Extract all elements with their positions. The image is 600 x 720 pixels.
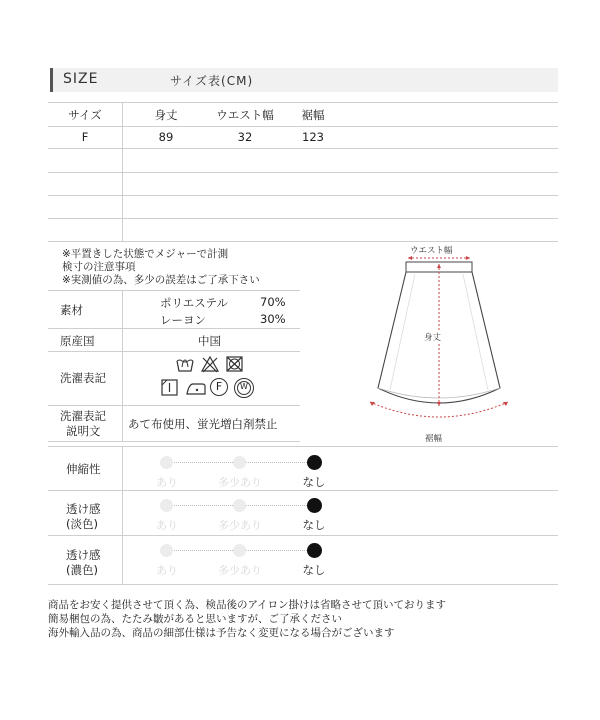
material-name: レーヨン: [160, 313, 206, 327]
scale-selected-dot: [307, 543, 322, 558]
scale-option-label-selected: なし: [302, 475, 326, 489]
scale-option-label: 多少あり: [218, 519, 262, 532]
scale-option-dot: [233, 456, 246, 469]
scale-option-label: あり: [156, 519, 178, 532]
diagram-hem-label: 裾幅: [425, 434, 443, 444]
wash-note-label-line2: 説明文: [66, 424, 101, 438]
sheer-light-label: 透け感: [66, 502, 101, 516]
sheer-light-sublabel: (淡色): [66, 517, 98, 531]
stretch-label: 伸縮性: [66, 462, 101, 476]
col-header-length: 身丈: [154, 108, 178, 122]
scale-option-dot: [160, 456, 173, 469]
details-table: [48, 290, 300, 442]
line-dry-shade-icon: [160, 378, 180, 398]
material-percent: 30%: [260, 312, 286, 326]
diagram-waist-label: ウエスト幅: [410, 246, 453, 256]
size-table: [48, 102, 558, 242]
no-bleach-icon: [200, 355, 220, 373]
scale-option-label-selected: なし: [302, 563, 326, 577]
wash-note-value: あて布使用、蛍光増白剤禁止: [128, 417, 278, 431]
no-tumble-dry-icon: [225, 355, 245, 373]
wet-clean-w-icon: [234, 378, 254, 398]
wash-note-label: 洗濯表記: [60, 409, 106, 423]
scale-option-dot: [233, 499, 246, 512]
scale-option-label: あり: [156, 564, 178, 577]
length-value: 89: [158, 130, 174, 144]
measurement-notes: [62, 246, 312, 290]
wet-clean-letter: W: [240, 382, 248, 391]
col-header-hem: 裾幅: [301, 108, 325, 122]
scale-option-dot: [160, 499, 173, 512]
diagram-length-label: 身丈: [424, 333, 442, 343]
origin-value: 中国: [198, 334, 221, 348]
sheer-dark-sublabel: (濃色): [66, 563, 98, 577]
waist-value: 32: [237, 130, 253, 144]
material-label: 素材: [60, 303, 83, 317]
scale-option-label: あり: [156, 476, 178, 489]
scale-option-label: 多少あり: [218, 564, 262, 577]
note-line: 検寸の注意事項: [62, 261, 136, 273]
scale-option-label-selected: なし: [302, 518, 326, 532]
iron-low-icon: [184, 380, 208, 398]
col-header-size: サイズ: [68, 108, 102, 122]
scale-option-dot: [233, 544, 246, 557]
note-line: ※平置きした状態でメジャーで計測: [62, 248, 229, 260]
sheer-dark-label: 透け感: [66, 548, 101, 562]
dry-clean-f-icon: [210, 378, 228, 396]
scale-option-label: 多少あり: [218, 476, 262, 489]
size-heading: SIZE: [63, 71, 99, 87]
wash-label: 洗濯表記: [60, 371, 106, 385]
note-line: ※実測値の為、多少の誤差はご了承下さい: [62, 274, 260, 286]
hem-value: 123: [302, 130, 324, 144]
footer-note: 商品をお安く提供させて頂く為、検品後のアイロン掛けは省略させて頂いております: [48, 599, 447, 611]
header-accent-bar: [50, 68, 53, 92]
material-name: ポリエステル: [160, 296, 228, 310]
footer-note: 簡易梱包の為、たたみ皺があると思いますが、ご了承ください: [48, 613, 342, 625]
hand-wash-icon: [175, 355, 195, 373]
origin-label: 原産国: [60, 334, 95, 348]
scale-option-dot: [160, 544, 173, 557]
material-percent: 70%: [260, 295, 286, 309]
scale-selected-dot: [307, 455, 322, 470]
size-value: F: [81, 130, 89, 144]
scale-selected-dot: [307, 498, 322, 513]
size-section-header: [50, 68, 558, 92]
col-header-waist: ウエスト幅: [216, 108, 274, 122]
footer-note: 海外輸入品の為、商品の細部仕様は予告なく変更になる場合がございます: [48, 627, 395, 639]
size-table-subtitle: サイズ表(CM): [170, 74, 254, 88]
fabric-scales: [48, 446, 558, 586]
dry-clean-letter: F: [215, 380, 223, 393]
skirt-diagram: [360, 240, 540, 445]
